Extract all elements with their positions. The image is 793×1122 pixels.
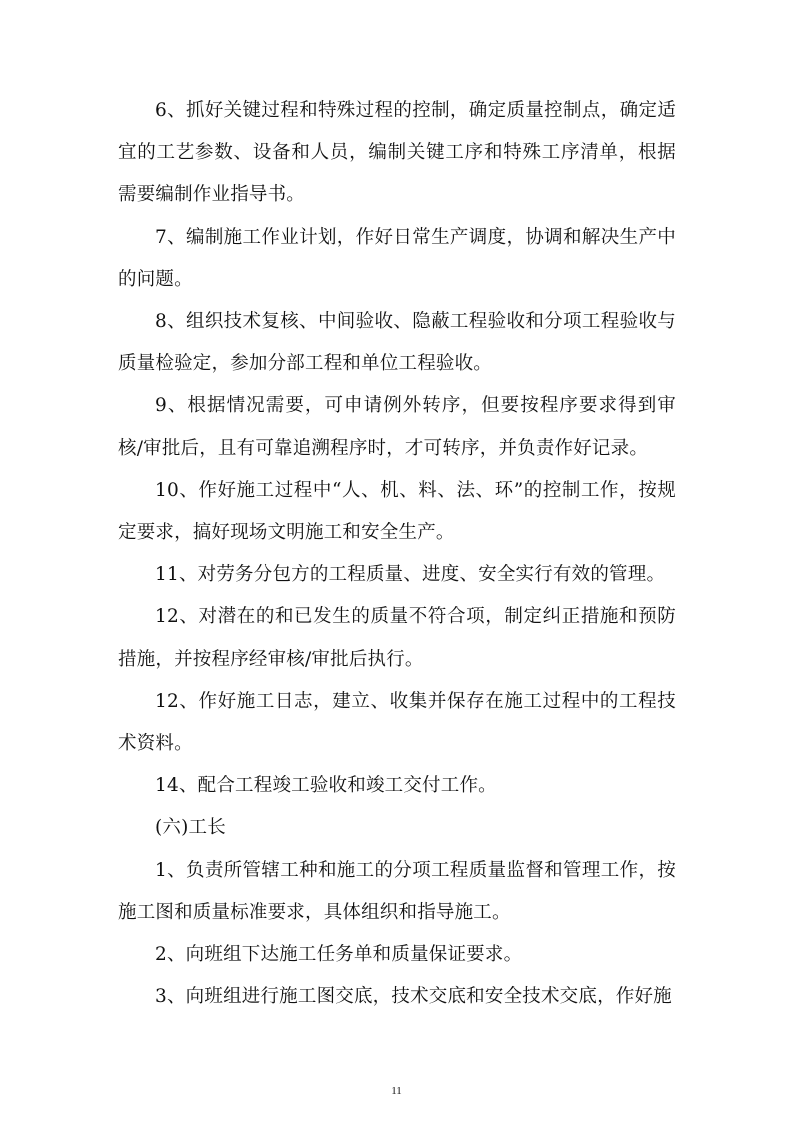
paragraph-item-3: 3、向班组进行施工图交底，技术交底和安全技术交底，作好施 (155, 986, 672, 1008)
document-body (118, 90, 676, 1018)
paragraph-item-10: 10、作好施工过程中“人、机、料、法、环”的控制工作，按规定要求，搞好现场文明施工和安全生产。 (118, 479, 676, 544)
paragraph-item-8: 8、组织技术复核、中间验收、隐蔽工程验收和分项工程验收与质量检验定，参加分部工程和单位工程验收。 (118, 311, 676, 375)
paragraph-item-6: 6、抓好关键过程和特殊过程的控制，确定质量控制点，确定适宜的工艺参数、设备和人员，编制关键工序和特殊工序清单，根据需要编制作业指导书。 (118, 100, 676, 206)
paragraph-item-12b: 12、作好施工日志，建立、收集并保存在施工过程中的工程技术资料。 (118, 690, 676, 755)
page-number: 11 (391, 1085, 402, 1097)
paragraph-item-9: 9、根据情况需要，可申请例外转序，但要按程序要求得到审核/审批后，且有可靠追溯程序时，才可转序，并负责作好记录。 (118, 395, 676, 459)
paragraph-item-1: 1、负责所管辖工种和施工的分项工程质量监督和管理工作，按施工图和质量标准要求，具体组织和指导施工。 (118, 859, 676, 923)
paragraph-item-7: 7、编制施工作业计划，作好日常生产调度，协调和解决生产中的问题。 (118, 226, 676, 290)
paragraph-item-2: 2、向班组下达施工任务单和质量保证要求。 (155, 944, 523, 966)
paragraph-item-12a: 12、对潜在的和已发生的质量不符合项，制定纠正措施和预防措施，并按程序经审核/审批后执行。 (118, 606, 676, 670)
paragraph-item-11: 11、对劳务分包方的工程质量、进度、安全实行有效的管理。 (155, 564, 666, 586)
paragraph-item-14: 14、配合工程竣工验收和竣工交付工作。 (155, 775, 497, 797)
section-heading-foreman: (六)工长 (155, 817, 226, 839)
